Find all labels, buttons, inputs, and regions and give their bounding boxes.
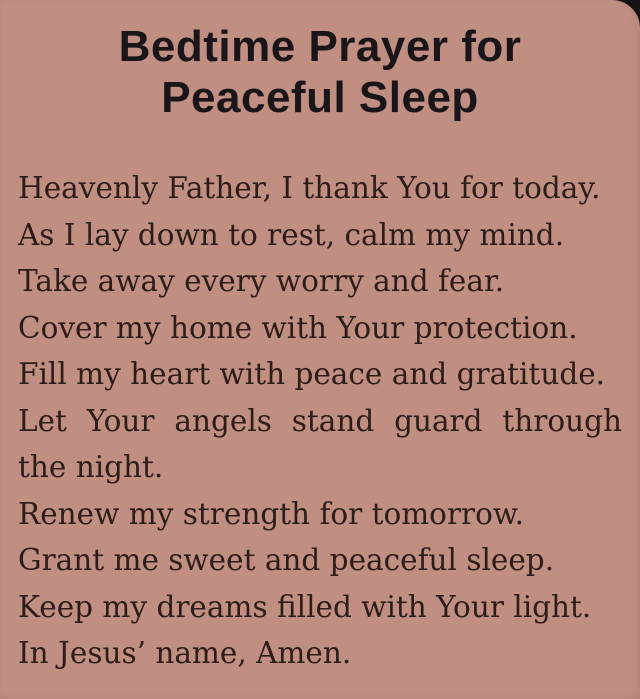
prayer-line: Cover my home with Your protection.	[18, 310, 578, 345]
prayer-line: Fill my heart with peace and gratitude.	[18, 357, 606, 391]
card-title-line-2: Peaceful Sleep	[161, 73, 479, 122]
prayer-line: In Jesus’ name, Amen.	[18, 636, 352, 670]
prayer-text	[0, 165, 640, 677]
card-title-line-1: Bedtime Prayer for	[118, 22, 522, 71]
prayer-line: Renew my strength for tomorrow.	[18, 496, 525, 531]
prayer-line: Grant me sweet and peaceful sleep.	[18, 543, 555, 577]
prayer-line: As I lay down to rest, calm my mind.	[18, 217, 565, 252]
prayer-line: Keep my dreams filled with Your light.	[18, 589, 592, 624]
prayer-line: Take away every worry and fear.	[18, 264, 505, 298]
prayer-line: the night.	[18, 450, 164, 484]
card-title	[0, 21, 640, 123]
prayer-line: Let Your angels stand guard through	[18, 403, 622, 438]
prayer-line: Heavenly Father, I thank You for today.	[18, 171, 601, 205]
